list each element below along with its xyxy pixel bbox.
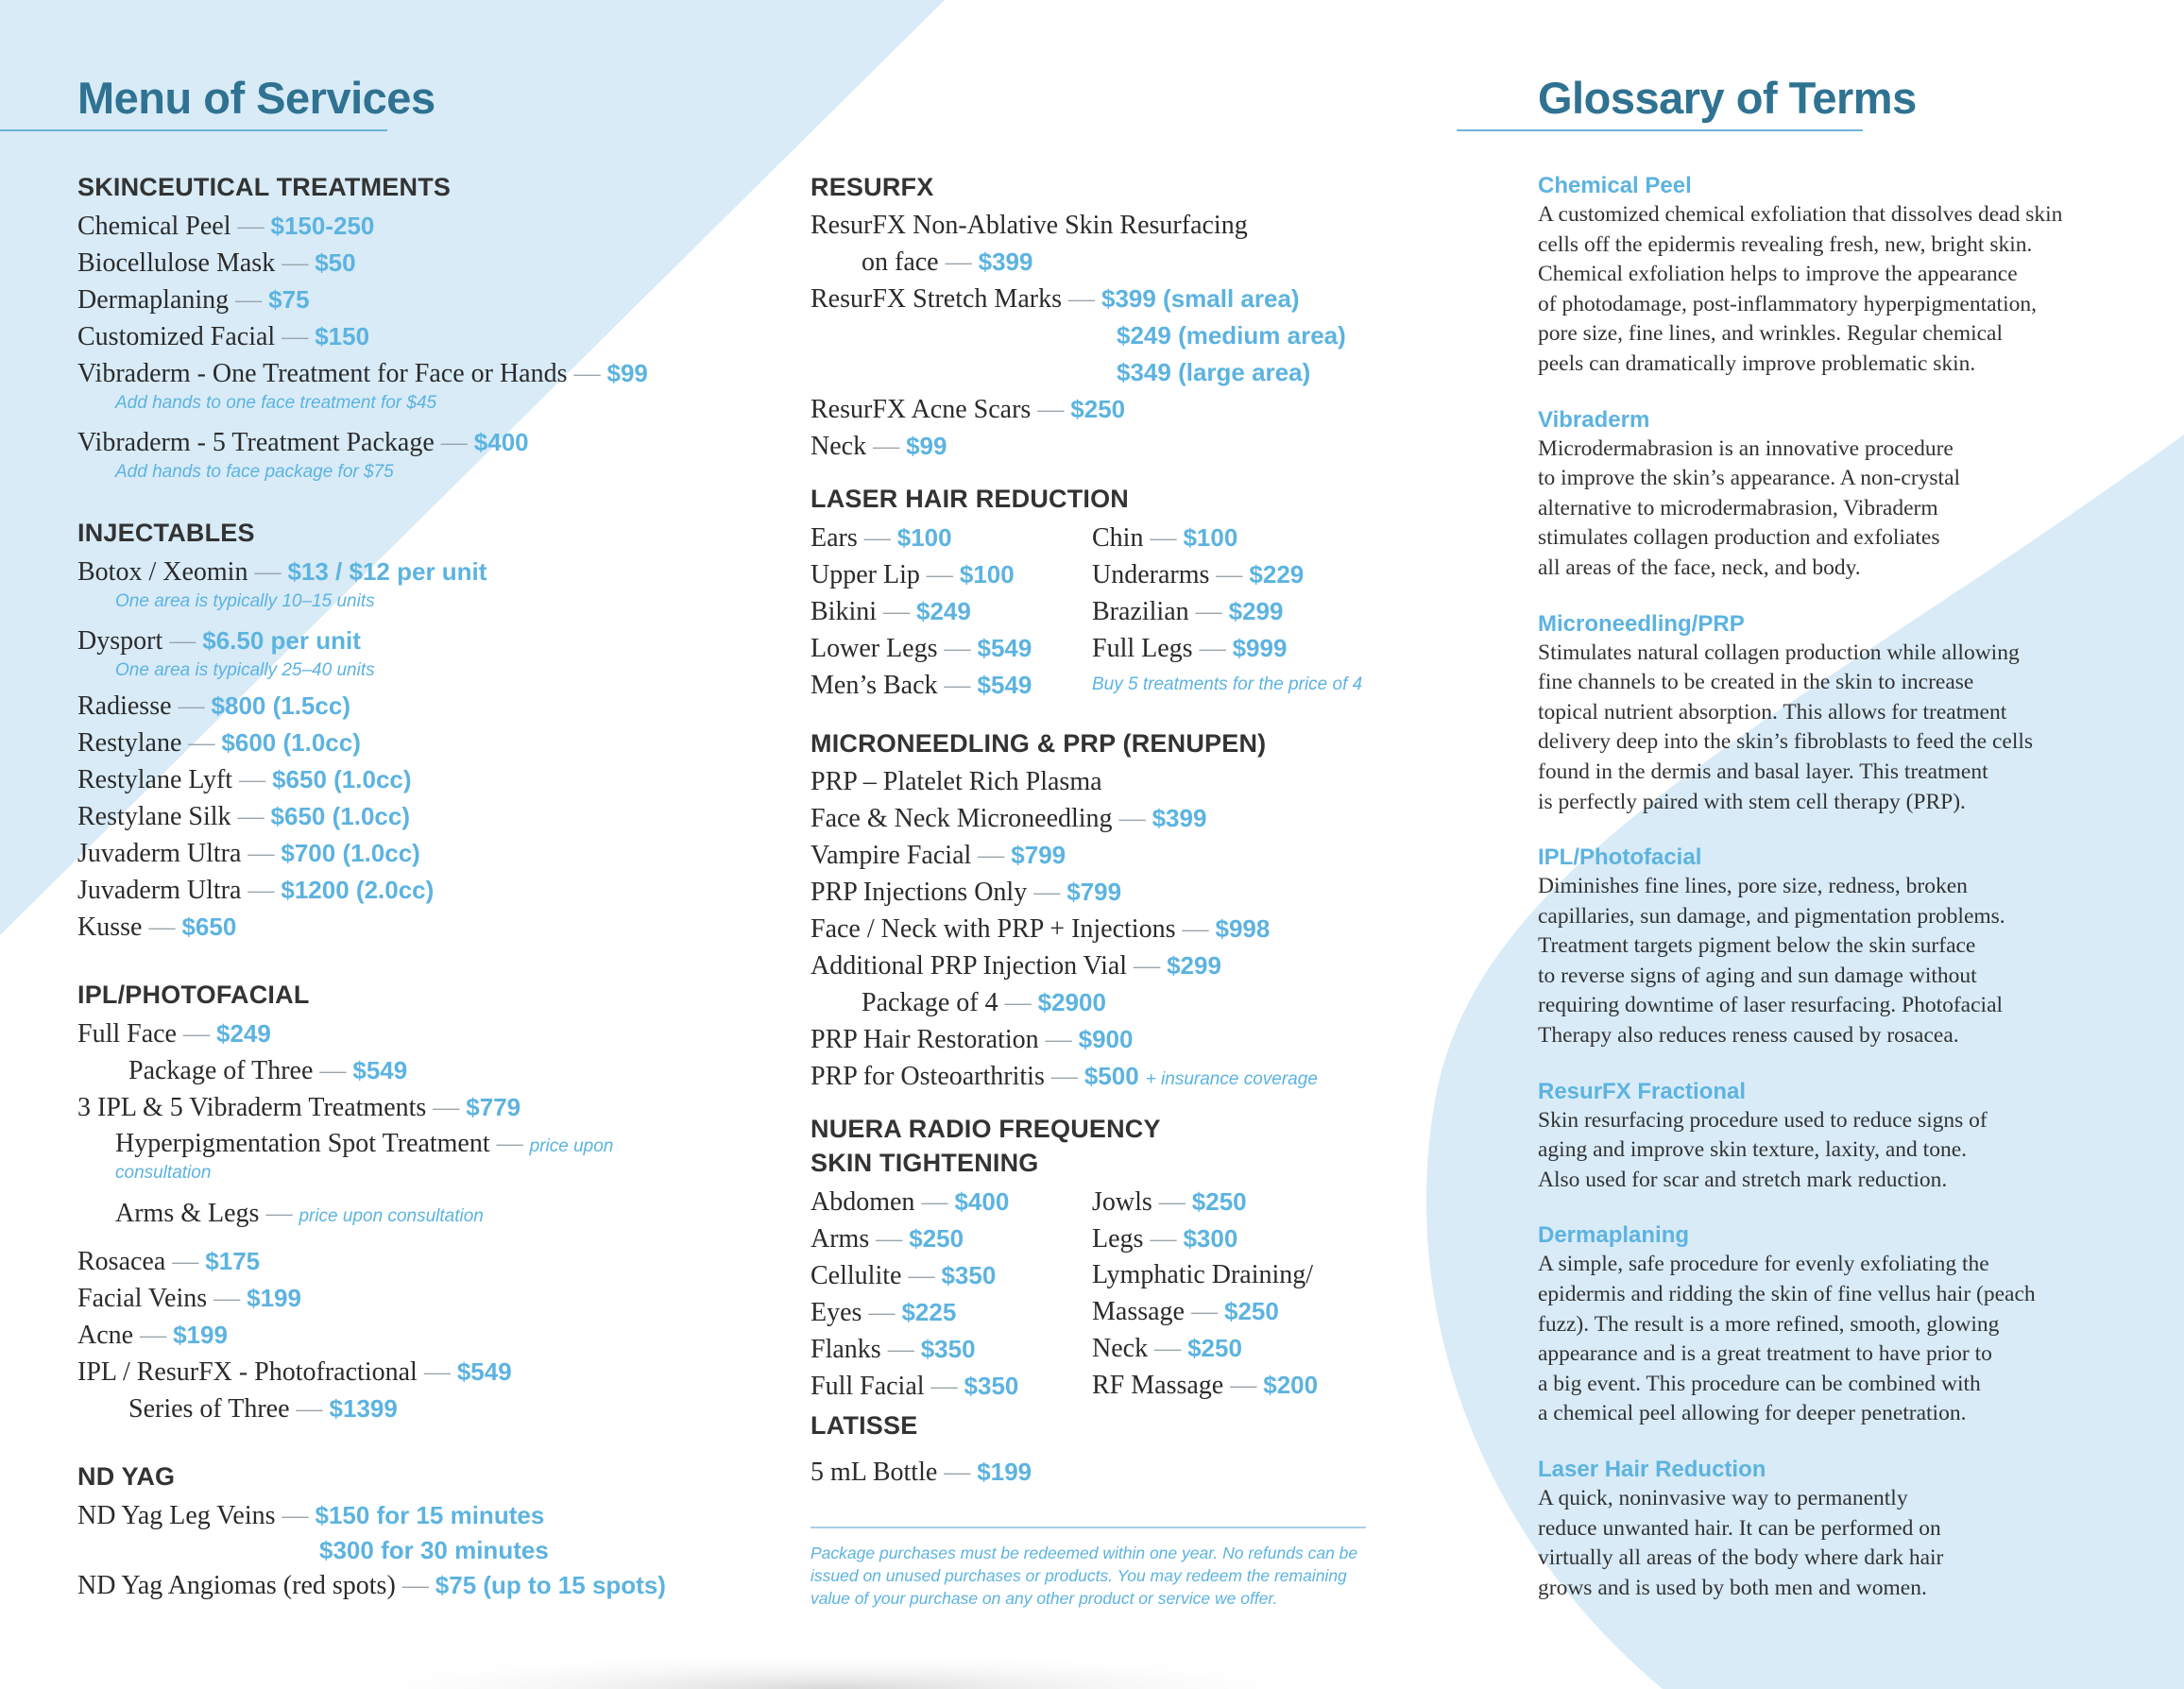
section-title-ipl: IPL/PHOTOFACIAL	[77, 981, 310, 1009]
service-row: RF Massage — $200	[1092, 1371, 1319, 1400]
service-note: Add hands to one face treatment for $45	[115, 393, 437, 413]
glossary-term: IPL/Photofacial	[1538, 844, 1702, 871]
service-row	[77, 1534, 682, 1567]
section-title-ndyag: ND YAG	[77, 1462, 176, 1491]
service-row	[810, 354, 1415, 391]
service-row: on face — $399	[862, 247, 1033, 277]
price: $249	[216, 1019, 271, 1048]
service-row: Biocellulose Mask — $50	[77, 248, 356, 278]
price: $299	[1228, 597, 1284, 625]
price: $399	[978, 247, 1033, 276]
service-row: Brazilian — $299	[1092, 597, 1284, 626]
price: $250	[1070, 395, 1126, 423]
service-row: Eyes — $225	[810, 1298, 957, 1327]
glossary-entry	[1538, 1078, 2161, 1196]
price: $250	[1191, 1187, 1247, 1216]
service-row: Dysport — $6.50 per unit	[77, 626, 361, 656]
price: $400	[473, 428, 529, 456]
service-row: Package of 4 — $2900	[862, 988, 1106, 1017]
glossary-heading-rule	[1457, 129, 1863, 131]
service-row: Radiesse — $800 (1.5cc)	[77, 691, 350, 721]
service-row: Botox / Xeomin — $13 / $12 per unit	[77, 557, 487, 587]
service-note: One area is typically 10–15 units	[115, 591, 375, 611]
section-title-nuera-2: SKIN TIGHTENING	[810, 1149, 1039, 1177]
price: $500	[1083, 1062, 1139, 1090]
price: $800 (1.5cc)	[211, 691, 350, 720]
service-row: Rosacea — $175	[77, 1247, 261, 1276]
glossary-entry	[1538, 1456, 2161, 1603]
price: $349 (large area)	[1117, 358, 1311, 386]
section-title-latisse: LATISSE	[810, 1411, 918, 1440]
price: $650 (1.0cc)	[272, 765, 412, 793]
service-row: ResurFX Acne Scars — $250	[810, 395, 1126, 424]
price: $300 for 30 minutes	[319, 1536, 549, 1564]
glossary-definition: Skin resurfacing procedure used to reduce signs of aging and improve skin texture, laxity, and tone. Also used for scar and stretch mark reduction.	[1538, 1107, 1988, 1192]
service-row: Bikini — $249	[810, 597, 971, 626]
service-row: Arms & Legs — price upon consultation	[115, 1199, 484, 1228]
service-row: Full Legs — $999	[1092, 634, 1288, 663]
price: $399 (small area)	[1101, 284, 1300, 313]
price: $799	[1011, 841, 1066, 869]
price: $549	[977, 634, 1032, 662]
section-title-microneedling: MICRONEEDLING & PRP (RENUPEN)	[810, 729, 1267, 758]
price: $549	[352, 1056, 408, 1084]
service-row: Full Facial — $350	[810, 1372, 1019, 1401]
service-row: Chemical Peel — $150-250	[77, 212, 375, 241]
price: $75	[268, 285, 310, 314]
price: $799	[1066, 878, 1122, 906]
price: $299	[1167, 951, 1221, 980]
service-row: IPL / ResurFX - Photofractional — $549	[77, 1357, 512, 1387]
service-row: Jowls — $250	[1092, 1187, 1247, 1217]
service-row: ResurFX Non-Ablative Skin Resurfacing	[810, 211, 1248, 240]
service-note: consultation	[115, 1163, 212, 1183]
glossary-term: Laser Hair Reduction	[1538, 1457, 1766, 1482]
price: $350	[920, 1335, 976, 1363]
price: $99	[606, 359, 648, 387]
service-row: Full Face — $249	[77, 1019, 271, 1049]
price: $75 (up to 15 spots)	[435, 1571, 666, 1599]
service-row: Lower Legs — $549	[810, 634, 1032, 663]
glossary-term: Microneedling/PRP	[1538, 610, 1745, 637]
glossary-entry	[1538, 610, 2161, 818]
price: $300	[1183, 1224, 1238, 1253]
price: $199	[173, 1321, 228, 1349]
service-row: Flanks — $350	[810, 1335, 976, 1364]
service-row: Massage — $250	[1092, 1297, 1279, 1326]
service-row: Chin — $100	[1092, 523, 1238, 553]
service-row: Kusse — $650	[77, 913, 237, 942]
service-row: Lymphatic Draining/	[1092, 1260, 1314, 1289]
price: $1399	[329, 1394, 398, 1423]
glossary-definition: Stimulates natural collagen production while allowing fine channels to be created in the skin to increase topical nutrient absorption. This allows for treatment delivery deep into the skin’s fibroblasts to feed the cells found in the dermis and basal layer. This treatment is perfectly paired with stem cell therapy (PRP).	[1538, 640, 2034, 814]
glossary-definition: Diminishes fine lines, pore size, redness, broken capillaries, sun damage, and pigmentation problems. Treatment targets pigment below the skin surface to reverse signs of aging and sun damage without requiring downtime of laser resurfacing. Photofacial Therapy also reduces reness caused by rosacea.	[1538, 874, 2005, 1049]
nuera-grid	[810, 1184, 1415, 1405]
service-row: PRP for Osteoarthritis — $500 + insurance coverage	[810, 1062, 1318, 1091]
glossary-entry	[1538, 406, 2161, 584]
price: $650 (1.0cc)	[270, 802, 410, 830]
menu-heading: Menu of Services	[77, 73, 435, 123]
price: $150	[315, 322, 370, 350]
service-row	[810, 317, 1415, 354]
glossary-entry	[1538, 1221, 2161, 1429]
price: $99	[906, 432, 947, 460]
service-row: Neck — $250	[1092, 1334, 1242, 1363]
price: $175	[205, 1247, 261, 1275]
section-title-resurfx: RESURFX	[810, 173, 934, 201]
price: $150 for 15 minutes	[315, 1501, 545, 1529]
price: $1200 (2.0cc)	[281, 876, 435, 904]
service-row: Hyperpigmentation Spot Treatment — price upon	[115, 1129, 614, 1158]
price: $600 (1.0cc)	[221, 728, 361, 757]
service-row: Vibraderm - One Treatment for Face or Hands — $99	[77, 359, 648, 388]
service-row: Package of Three — $549	[128, 1056, 408, 1085]
glossary-definition: Microdermabrasion is an innovative procedure to improve the skin’s appearance. A non-crystal alternative to microdermabrasion, Vibraderm stimulates collagen production and exfoliates all areas of the face, neck, and body.	[1538, 435, 1961, 580]
section-title-injectables: INJECTABLES	[77, 519, 255, 547]
service-row: Restylane — $600 (1.0cc)	[77, 728, 361, 758]
service-row: ResurFX Stretch Marks — $399 (small area)	[810, 284, 1300, 314]
service-row: 5 mL Bottle — $199	[810, 1458, 1032, 1487]
price: $13 / $12 per unit	[287, 557, 487, 586]
glossary-term: Dermaplaning	[1538, 1222, 1690, 1249]
glossary-column	[1538, 172, 2161, 1629]
glossary-definition: A customized chemical exfoliation that dissolves dead skin cells off the epidermis revealing fresh, new, bright skin. Chemical exfoliation helps to improve the appearance of photodamage, post-inflammatory hyperpigmentation, pore size, fine lines, and wrinkles. Regular chemical peels can dramatically improve problematic skin.	[1538, 202, 2063, 376]
service-row: Cellulite — $350	[810, 1261, 997, 1290]
price: $225	[901, 1298, 957, 1326]
service-note: One area is typically 25–40 units	[115, 660, 375, 680]
service-note: Add hands to face package for $75	[115, 462, 394, 482]
service-row: Additional PRP Injection Vial — $299	[810, 951, 1221, 981]
service-row: Ears — $100	[810, 523, 952, 553]
service-row: PRP – Platelet Rich Plasma	[810, 767, 1102, 796]
glossary-term: Chemical Peel	[1538, 173, 1692, 198]
service-row: Restylane Lyft — $650 (1.0cc)	[77, 765, 412, 794]
service-row: Legs — $300	[1092, 1224, 1238, 1254]
price: $549	[456, 1357, 512, 1386]
service-row: Juvaderm Ultra — $1200 (2.0cc)	[77, 876, 435, 905]
service-row: PRP Hair Restoration — $900	[810, 1025, 1134, 1054]
price: $998	[1215, 914, 1271, 943]
service-row: Vampire Facial — $799	[810, 841, 1066, 870]
price: $199	[247, 1284, 301, 1312]
section-title-skinceutical: SKINCEUTICAL TREATMENTS	[77, 173, 452, 201]
service-row: Men’s Back — $549	[810, 671, 1032, 700]
service-row: Acne — $199	[77, 1321, 228, 1350]
laser-note: Buy 5 treatments for the price of 4	[1092, 674, 1363, 694]
laser-grid	[810, 520, 1415, 704]
price: $399	[1152, 804, 1207, 832]
price: $650	[181, 913, 237, 941]
price: $6.50 per unit	[202, 626, 361, 655]
service-row: Face & Neck Microneedling — $399	[810, 804, 1207, 833]
service-row: Series of Three — $1399	[128, 1394, 398, 1424]
price: $350	[964, 1372, 1019, 1400]
price: $50	[315, 248, 356, 277]
service-row: Juvaderm Ultra — $700 (1.0cc)	[77, 839, 420, 868]
service-row: Underarms — $229	[1092, 560, 1305, 589]
service-row: Upper Lip — $100	[810, 560, 1015, 589]
price: $100	[896, 523, 952, 552]
price: $199	[977, 1458, 1032, 1486]
disclaimer-rule	[810, 1527, 1366, 1528]
service-row: Neck — $99	[810, 432, 947, 461]
service-row: Face / Neck with PRP + Injections — $998	[810, 914, 1271, 944]
price: $250	[909, 1224, 964, 1253]
service-row: Facial Veins — $199	[77, 1284, 301, 1313]
service-row: Customized Facial — $150	[77, 322, 370, 351]
price: $150-250	[270, 212, 375, 240]
price: $900	[1078, 1025, 1134, 1053]
price: $700 (1.0cc)	[281, 839, 420, 867]
price: $999	[1232, 634, 1288, 662]
service-row: Abdomen — $400	[810, 1187, 1010, 1217]
glossary-term: Vibraderm	[1538, 406, 1650, 433]
menu-heading-rule	[0, 129, 387, 131]
price: $250	[1223, 1297, 1279, 1325]
glossary-term: ResurFX Fractional	[1538, 1078, 1747, 1104]
price: $350	[941, 1261, 997, 1289]
service-row: ND Yag Leg Veins — $150 for 15 minutes	[77, 1501, 545, 1530]
price: $2900	[1037, 988, 1106, 1016]
service-row: 3 IPL & 5 Vibraderm Treatments — $779	[77, 1093, 521, 1122]
service-row: Vibraderm - 5 Treatment Package — $400	[77, 428, 529, 457]
service-row: Dermaplaning — $75	[77, 285, 310, 315]
service-row: PRP Injections Only — $799	[810, 878, 1122, 907]
service-row: Restylane Silk — $650 (1.0cc)	[77, 802, 410, 831]
services-column-1	[77, 170, 682, 1604]
price: $100	[1183, 523, 1238, 552]
price: $249	[916, 597, 971, 625]
price: $229	[1249, 560, 1305, 589]
service-row: ND Yag Angiomas (red spots) — $75 (up to 15 spots)	[77, 1571, 666, 1600]
glossary-entry	[1538, 172, 2161, 380]
glossary-heading: Glossary of Terms	[1538, 73, 1917, 123]
service-row: Arms — $250	[810, 1224, 964, 1254]
services-column-2	[810, 170, 1415, 1491]
price: $200	[1263, 1371, 1319, 1399]
disclaimer: Package purchases must be redeemed within one year. No refunds can be issued on unused purchases or products. You may redeem the remaining value of your purchase on any other product or service we offer.	[810, 1544, 1358, 1608]
section-title-laser: LASER HAIR REDUCTION	[810, 485, 1130, 513]
price: $100	[959, 560, 1015, 589]
price: $549	[977, 671, 1032, 699]
glossary-entry	[1538, 844, 2161, 1051]
price: $400	[954, 1187, 1010, 1216]
glossary-definition: A simple, safe procedure for evenly exfoliating the epidermis and ridding the skin of fine vellus hair (peach fuzz). The result is a more refined, smooth, glowing appearance and is a great treatment to have prior to a big event. This procedure can be combined with a chemical peel allowing for deeper penetration.	[1538, 1252, 2036, 1426]
price: $249 (medium area)	[1117, 321, 1346, 350]
glossary-definition: A quick, noninvasive way to permanently reduce unwanted hair. It can be performed on virtually all areas of the body where dark hair grows and is used by both men and women.	[1538, 1486, 1944, 1600]
price: $779	[466, 1093, 521, 1121]
section-title-nuera: NUERA RADIO FREQUENCY	[810, 1115, 1161, 1143]
price: $250	[1187, 1334, 1242, 1362]
